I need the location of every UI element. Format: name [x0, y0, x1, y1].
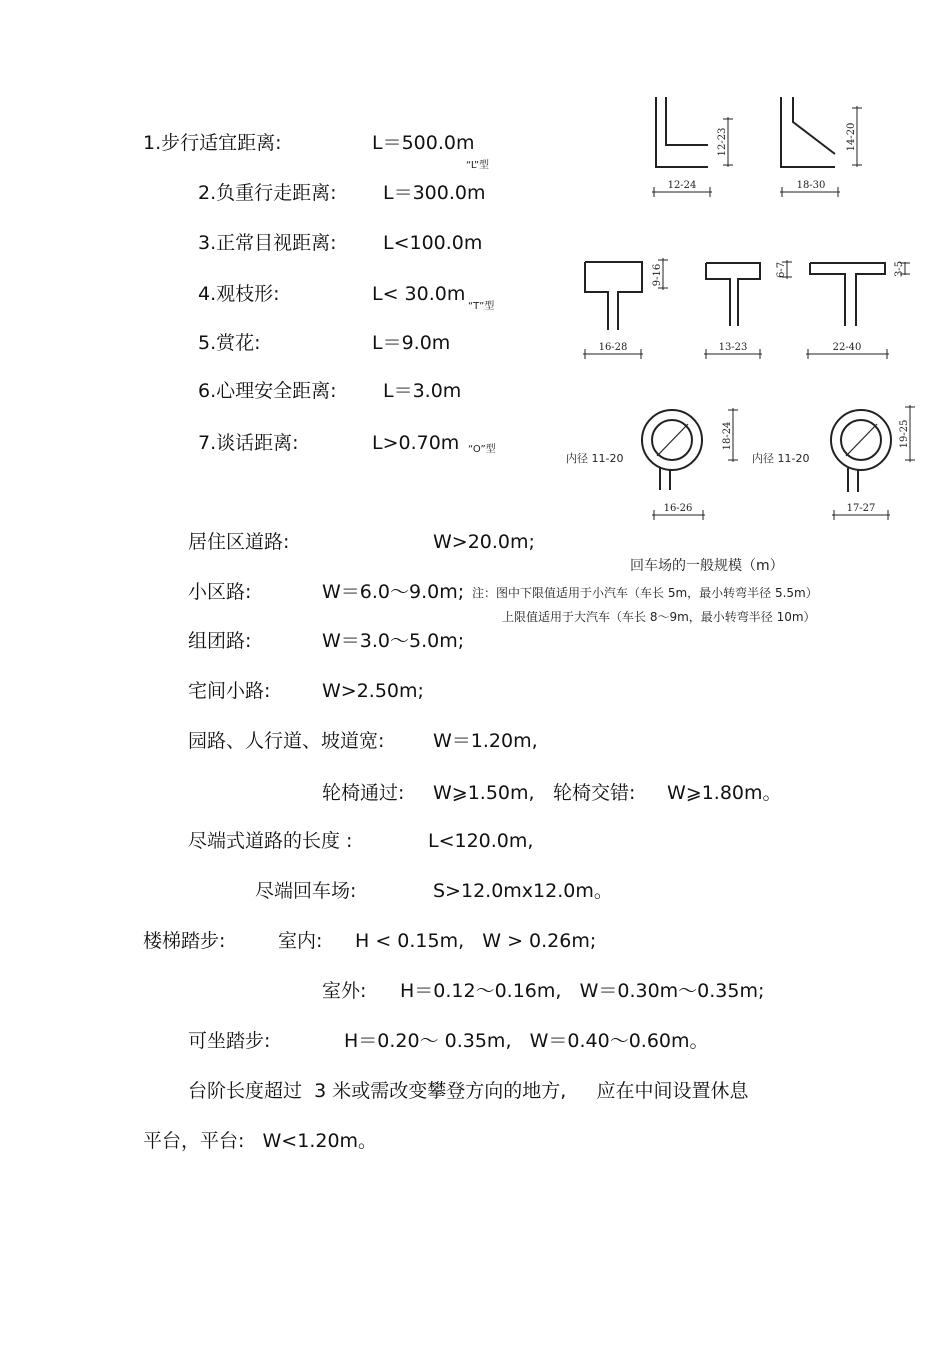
distance-label-5: 5.赏花: [198, 332, 261, 354]
stair-indoor-label: 室内: [278, 930, 323, 952]
stair-indoor-value: H < 0.15m, W > 0.26m; [355, 930, 597, 952]
road-value-district: W＝6.0～9.0m; [322, 581, 465, 603]
l2-width-label: 18-30 [796, 180, 826, 191]
dead-end-length-label: 尽端式道路的长度 : [188, 830, 353, 852]
road-value-cluster: W＝3.0～5.0m; [322, 630, 465, 652]
landing-note-line-2: 平台，平台: W<1.20m。 [143, 1130, 378, 1152]
stair-outdoor-label: 室外: [322, 980, 367, 1002]
distance-label-4: 4.观枝形: [198, 283, 280, 305]
distance-label-3: 3.正常目视距离: [198, 232, 337, 254]
t1-height-label: 9-16 [652, 263, 663, 287]
diagram-caption: 回车场的一般规模（m） [630, 558, 784, 574]
o1-width-label: 16-26 [663, 503, 693, 514]
t3-height-label: 3-5 [894, 260, 905, 278]
distance-value-7: L>0.70m [372, 432, 460, 454]
t1-width-label: 16-28 [598, 342, 628, 353]
road-label-residential: 居住区道路: [188, 531, 290, 553]
l1-height-label: 12-23 [717, 127, 728, 157]
wheelchair-pass-value: W⩾1.50m, [433, 782, 535, 804]
t3-width-label: 22-40 [832, 342, 862, 353]
l2-height-label: 14-20 [846, 122, 857, 152]
distance-value-2: L＝300.0m [383, 182, 486, 204]
t-shape-1 [585, 262, 642, 330]
road-label-cluster: 组团路: [188, 630, 252, 652]
turnaround-label: 尽端回车场: [255, 880, 357, 902]
distance-label-6: 6.心理安全距离: [198, 380, 337, 402]
t2-height-label: 6-7 [776, 261, 787, 279]
distance-value-1: L＝500.0m [372, 132, 475, 154]
o2-height-label: 19-25 [899, 419, 910, 449]
l1-width-label: 12-24 [667, 180, 697, 191]
road-value-lane: W>2.50m; [322, 680, 424, 702]
o1-inner-label: 内径 11-20 [566, 452, 624, 465]
distance-value-6: L＝3.0m [383, 380, 462, 402]
type-l-label: “L”型 [466, 160, 489, 171]
diagram-note-2: 上限值适用于大汽车（车长 8～9m，最小转弯半径 10m） [502, 610, 816, 624]
seat-step-value: H＝0.20～ 0.35m, W＝0.40～0.60m。 [344, 1030, 709, 1052]
distance-value-4: L< 30.0m [372, 283, 466, 305]
o2-width-label: 17-27 [846, 503, 876, 514]
l-shape-1 [656, 97, 708, 167]
road-label-lane: 宅间小路: [188, 680, 271, 702]
road-label-district: 小区路: [188, 581, 252, 603]
landing-note-line-1: 台阶长度超过 3 米或需改变攀登方向的地方, 应在中间设置休息 [188, 1080, 749, 1102]
o2-inner-label: 内径 11-20 [752, 452, 810, 465]
seat-step-label: 可坐踏步: [188, 1030, 271, 1052]
o1-height-label: 18-24 [722, 421, 733, 451]
stair-label: 楼梯踏步: [143, 930, 226, 952]
distance-value-5: L＝9.0m [372, 332, 451, 354]
road-label-path: 园路、人行道、坡道宽: [188, 730, 385, 752]
road-value-path: W＝1.20m, [433, 730, 538, 752]
road-value-residential: W>20.0m; [433, 531, 535, 553]
diagram-note-1: 注：图中下限值适用于小汽车（车长 5m，最小转弯半径 5.5m） [472, 586, 818, 600]
t-shape-2 [706, 263, 760, 326]
type-t-label: “T”型 [468, 301, 495, 312]
distance-value-3: L<100.0m [383, 232, 483, 254]
turnaround-value: S>12.0mⅹ12.0m。 [433, 880, 613, 902]
l-shape-2 [781, 97, 835, 167]
wheelchair-cross-label: 轮椅交错: [553, 782, 636, 804]
wheelchair-pass-label: 轮椅通过: [322, 782, 405, 804]
distance-label-2: 2.负重行走距离: [198, 182, 337, 204]
t2-width-label: 13-23 [718, 342, 748, 353]
dead-end-length-value: L<120.0m, [428, 830, 534, 852]
t-shape-3 [810, 263, 885, 326]
distance-label-1: 1.步行适宜距离: [143, 132, 282, 154]
stair-outdoor-value: H＝0.12～0.16m, W＝0.30m～0.35m; [400, 980, 765, 1002]
wheelchair-cross-value: W⩾1.80m。 [667, 782, 782, 804]
type-o-label: “O”型 [468, 444, 496, 455]
distance-label-7: 7.谈话距离: [198, 432, 299, 454]
